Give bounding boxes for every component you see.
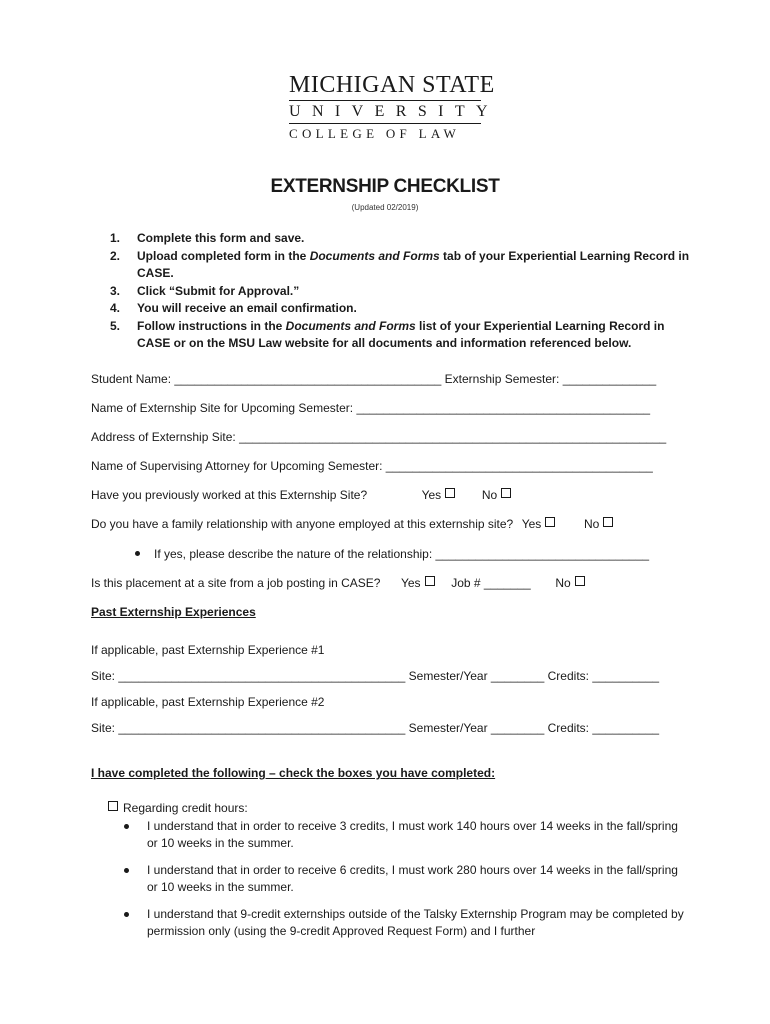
completed-heading: I have completed the following – check the boxes you have completed: xyxy=(91,766,496,780)
family-yes-checkbox[interactable] xyxy=(545,517,555,527)
prev-worked-yes-checkbox[interactable] xyxy=(445,488,455,498)
family-no-label: No xyxy=(583,517,600,531)
site-name-field[interactable]: Name of Externship Site for Upcoming Semester: ____________________________________________ xyxy=(91,401,651,415)
bullet-icon xyxy=(124,912,129,917)
msu-law-logo xyxy=(289,72,499,142)
prev-worked-yes-label: Yes xyxy=(421,488,442,502)
list-item: I understand that in order to receive 3 credits, I must work 140 hours over 14 weeks in the fall/spring or 10 weeks in the summer. xyxy=(124,818,684,852)
bullet-icon xyxy=(124,824,129,829)
logo-divider xyxy=(289,100,481,101)
step-item: 2. Upload completed form in the Documents and Forms tab of your Experiential Learning Record in CASE. xyxy=(110,248,690,280)
job-number-field[interactable]: Job # _______ xyxy=(451,576,531,590)
logo-university: UNIVERSITY xyxy=(289,103,499,120)
logo-divider xyxy=(289,123,481,124)
student-name-field[interactable]: Student Name: ________________________________________ Externship Semester: ______________ xyxy=(91,372,657,386)
job-posting-no-label: No xyxy=(555,576,571,590)
past-experience-2-label: If applicable, past Externship Experience #2 xyxy=(91,695,325,709)
family-description-field[interactable]: If yes, please describe the nature of the relationship: ________________________________ xyxy=(135,546,649,562)
credit-hours-item: Regarding credit hours: xyxy=(108,800,248,816)
prev-worked-question: Have you previously worked at this Externship Site? Yes No xyxy=(91,487,511,503)
job-posting-yes-checkbox[interactable] xyxy=(425,576,435,586)
list-item: I understand that 9-credit externships outside of the Talsky Externship Program may be completed by permission only (using the 9-credit Approved Request Form) and I further xyxy=(124,906,684,940)
logo-michigan-state: MICHIGAN STATE xyxy=(289,72,495,98)
bullet-icon xyxy=(135,551,140,556)
job-posting-yes-label: Yes xyxy=(400,576,421,590)
past-experiences-heading: Past Externship Experiences xyxy=(91,605,256,619)
past-experience-1-label: If applicable, past Externship Experience #1 xyxy=(91,643,325,657)
family-yes-label: Yes xyxy=(521,517,542,531)
step-item: 4. You will receive an email confirmation. xyxy=(110,301,357,315)
past-experience-2-field[interactable]: Site: ___________________________________________ Semester/Year ________ Credits: __________ xyxy=(91,721,660,735)
past-experience-1-field[interactable]: Site: ___________________________________________ Semester/Year ________ Credits: __________ xyxy=(91,669,660,683)
prev-worked-no-label: No xyxy=(481,488,498,502)
attorney-name-field[interactable]: Name of Supervising Attorney for Upcoming Semester: ________________________________________ xyxy=(91,459,653,473)
instruction-steps xyxy=(110,230,690,353)
logo-college-of-law: COLLEGE OF LAW xyxy=(289,126,461,141)
step-item: 1. Complete this form and save. xyxy=(110,231,305,245)
prev-worked-no-checkbox[interactable] xyxy=(501,488,511,498)
job-posting-question: Is this placement at a site from a job posting in CASE? Yes Job # _______ No xyxy=(91,575,585,591)
family-question: Do you have a family relationship with anyone employed at this externship site? Yes No xyxy=(91,516,613,532)
updated-date: (Updated 02/2019) xyxy=(351,203,419,212)
site-address-field[interactable]: Address of Externship Site: ________________________________________________________________ xyxy=(91,430,667,444)
step-item: 5. Follow instructions in the Documents and Forms list of your Experiential Learning Record in CASE or on the MSU Law website for all documents and information referenced below. xyxy=(110,318,665,350)
job-posting-no-checkbox[interactable] xyxy=(575,576,585,586)
step-item: 3. Click “Submit for Approval.” xyxy=(110,283,300,298)
bullet-icon xyxy=(124,868,129,873)
page-title: EXTERNSHIP CHECKLIST xyxy=(270,176,500,197)
list-item: I understand that in order to receive 6 credits, I must work 280 hours over 14 weeks in the fall/spring or 10 weeks in the summer. xyxy=(124,862,684,896)
family-no-checkbox[interactable] xyxy=(603,517,613,527)
credit-hours-checkbox[interactable] xyxy=(108,801,118,811)
